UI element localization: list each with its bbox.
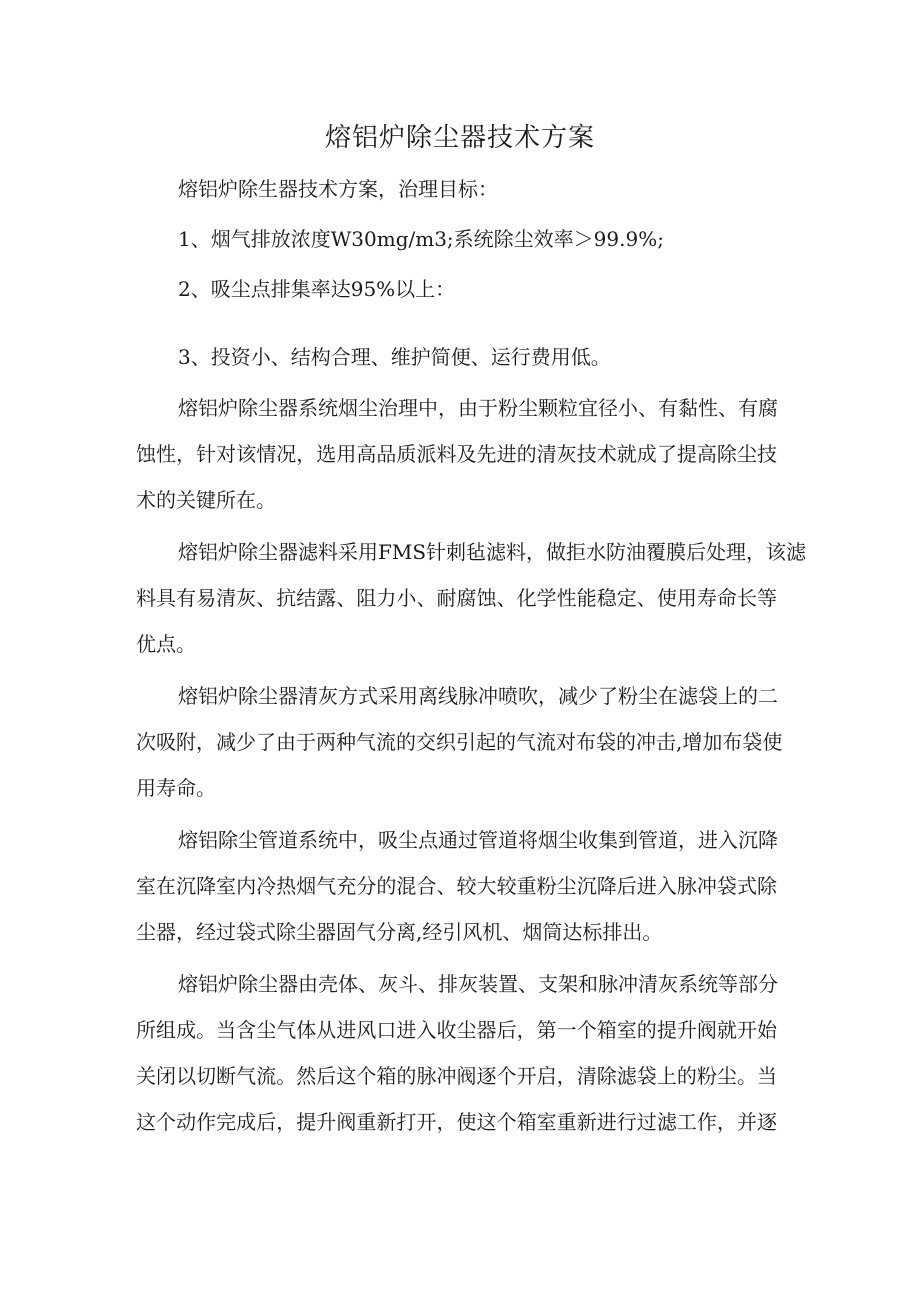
paragraph-1-line-2: 蚀性，针对该情况，选用高品质派料及先进的清灰技术就成了提高除尘技 (136, 442, 777, 466)
goal-2: 2、吸尘点排集率达95%以上： (178, 277, 456, 301)
paragraph-3-line-2: 次吸附，减少了由于两种气流的交织引起的气流对布袋的冲击,增加布袋使 (136, 730, 783, 754)
paragraph-5-line-3: 关闭以切断气流。然后这个箱的脉冲阀逐个开启，清除滤袋上的粉尘。当 (136, 1064, 777, 1088)
paragraph-2-line-1: 熔铝炉除尘器滤料采用FMS针刺毡滤料，做拒水防油覆膜后处理，该滤 (178, 540, 807, 564)
paragraph-4-line-2: 室在沉降室内冷热烟气充分的混合、较大较重粉尘沉降后进入脉冲袋式除 (136, 874, 777, 898)
paragraph-1-line-1: 熔铝炉除尘器系统烟尘治理中，由于粉尘颗粒宜径小、有黏性、有腐 (178, 396, 778, 420)
paragraph-3-line-3: 用寿命。 (136, 776, 216, 800)
paragraph-4-line-3: 尘器，经过袋式除尘器固气分离,经引风机、烟筒达标排出。 (136, 920, 663, 944)
paragraph-2-line-3: 优点。 (136, 632, 196, 656)
paragraph-1-line-3: 术的关键所在。 (136, 488, 276, 512)
goal-3: 3、投资小、结构合理、维护简便、运行费用低。 (178, 345, 611, 369)
goal-1: 1、烟气排放浓度W30mg/m3;系统除尘效率＞99.9%; (178, 227, 664, 251)
paragraph-5-line-2: 所组成。当含尘气体从进风口进入收尘器后，第一个箱室的提升阀就开始 (136, 1018, 777, 1042)
paragraph-5-line-1: 熔铝炉除尘器由壳体、灰斗、排灰装置、支架和脉冲清灰系统等部分 (178, 972, 778, 996)
paragraph-3-line-1: 熔铝炉除尘器清灰方式采用离线脉冲喷吹，减少了粉尘在滤袋上的二 (178, 684, 778, 708)
document-title: 熔铝炉除尘器技术方案 (324, 123, 595, 153)
paragraph-4-line-1: 熔铝除尘管道系统中，吸尘点通过管道将烟尘收集到管道，进入沉降 (178, 828, 778, 852)
intro-line: 熔铝炉除生器技术方案，治理目标： (178, 177, 498, 201)
paragraph-2-line-2: 料具有易清灰、抗结露、阻力小、耐腐蚀、化学性能稳定、使用寿命长等 (136, 586, 777, 610)
paragraph-5-line-4: 这个动作完成后，提升阀重新打开，使这个箱室重新进行过滤工作，并逐 (136, 1110, 777, 1134)
